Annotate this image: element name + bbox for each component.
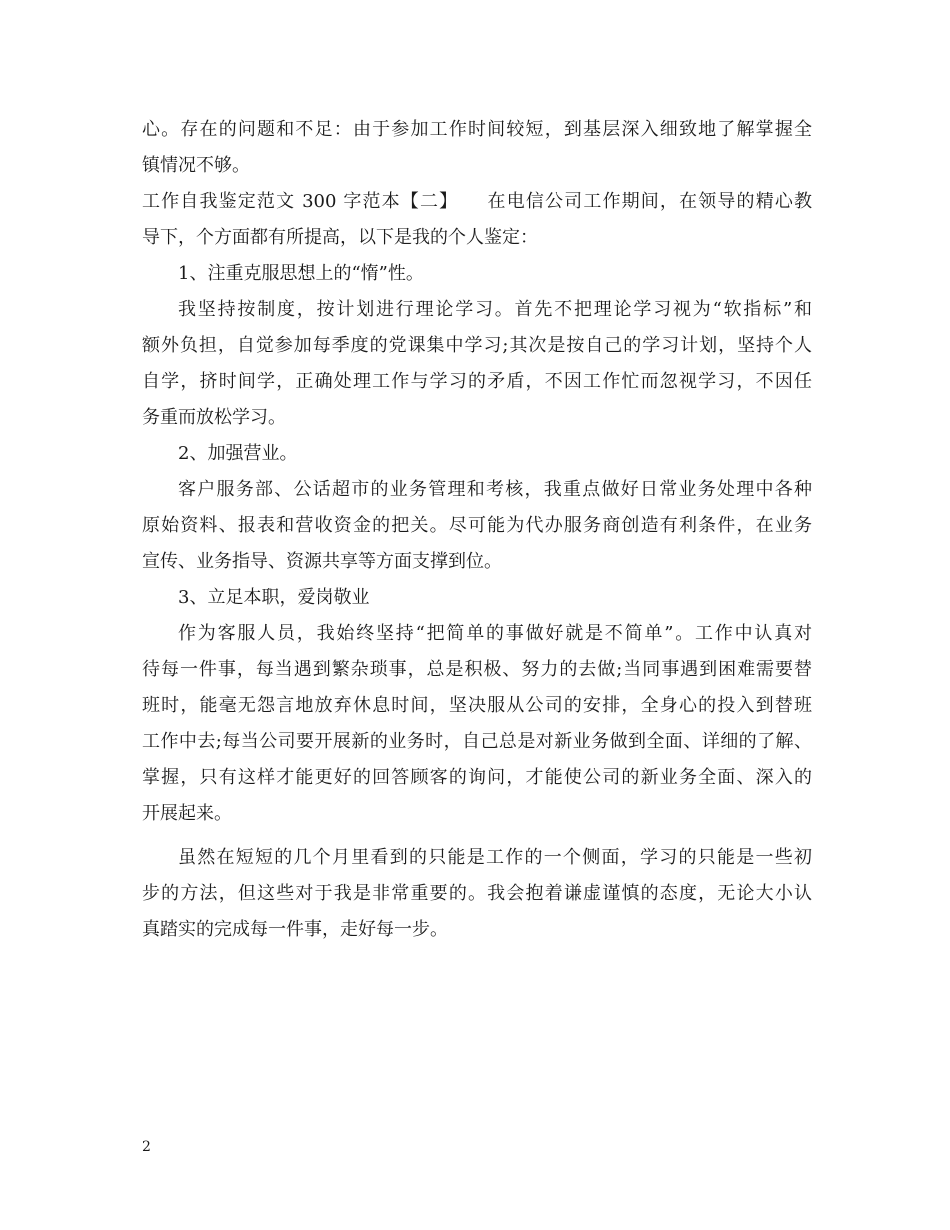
text-line: 自学，挤时间学，正确处理工作与学习的矛盾，不因工作忙而忽视学习，不因任: [142, 371, 812, 392]
text-line: 我坚持按制度，按计划进行理论学习。首先不把理论学习视为“软指标”和: [178, 299, 812, 320]
text-line: 心。存在的问题和不足：由于参加工作时间较短，到基层深入细致地了解掌握全: [142, 119, 812, 140]
text-line: 虽然在短短的几个月里看到的只能是工作的一个侧面，学习的只能是一些初: [178, 847, 812, 868]
text-line: 班时，能毫无怨言地放弃休息时间，坚决服从公司的安排，全身心的投入到替班: [142, 695, 812, 716]
text-line: 工作自我鉴定范文 300 字范本【二】 在电信公司工作期间，在领导的精心教: [142, 191, 812, 212]
section-heading: 1、注重克服思想上的“惰”性。: [178, 263, 424, 284]
text-line: 原始资料、报表和营收资金的把关。尽可能为代办服务商创造有利条件，在业务: [142, 515, 812, 536]
text-line: 镇情况不够。: [142, 155, 250, 176]
text-line: 客户服务部、公话超市的业务管理和考核，我重点做好日常业务处理中各种: [178, 479, 812, 500]
text-line: 务重而放松学习。: [142, 407, 286, 428]
text-line: 开展起来。: [142, 803, 232, 824]
text-line: 步的方法，但这些对于我是非常重要的。我会抱着谦虚谨慎的态度，无论大小认: [142, 883, 812, 904]
text-line: 宣传、业务指导、资源共享等方面支撑到位。: [142, 551, 502, 572]
section-heading: 2、加强营业。: [178, 443, 298, 464]
text-line: 作为客服人员，我始终坚持“把简单的事做好就是不简单”。工作中认真对: [178, 623, 812, 644]
text-line: 工作中去;每当公司要开展新的业务时，自己总是对新业务做到全面、详细的了解、: [142, 731, 812, 752]
page-number: 2: [142, 1139, 151, 1155]
text-line: 额外负担，自觉参加每季度的党课集中学习;其次是按自己的学习计划，坚持个人: [142, 335, 812, 356]
text-line: 导下，个方面都有所提高，以下是我的个人鉴定：: [142, 227, 538, 248]
text-line: 待每一件事，每当遇到繁杂琐事，总是积极、努力的去做;当同事遇到困难需要替: [142, 659, 812, 680]
section-heading: 3、立足本职，爱岗敬业: [178, 587, 370, 608]
text-line: 掌握，只有这样才能更好的回答顾客的询问，才能使公司的新业务全面、深入的: [142, 767, 812, 788]
text-line: 真踏实的完成每一件事，走好每一步。: [142, 919, 448, 940]
